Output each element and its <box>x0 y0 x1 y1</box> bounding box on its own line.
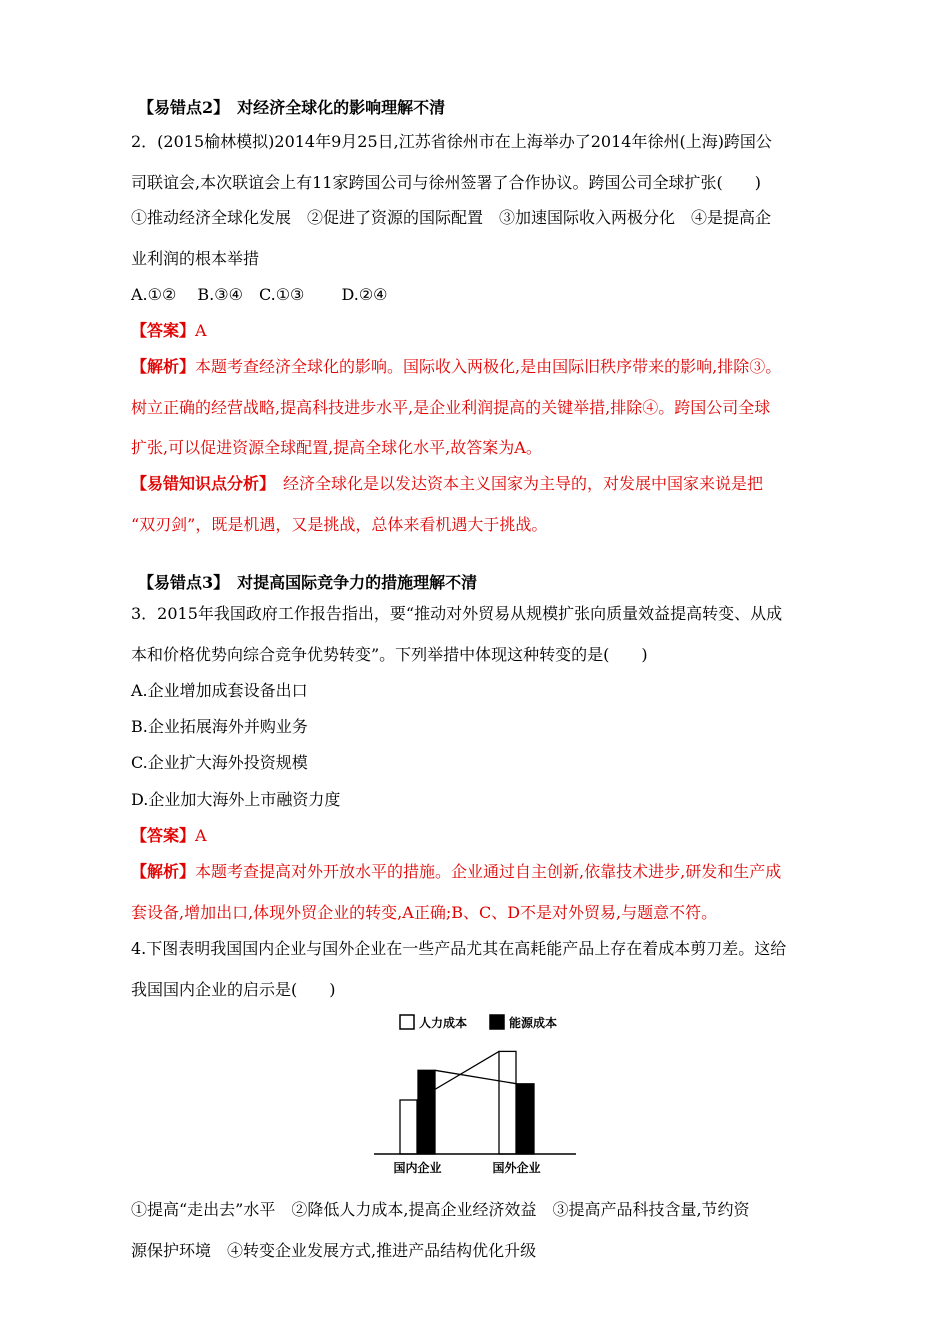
bar-1-2 <box>418 1070 435 1154</box>
answer-label: 【答案】 <box>131 826 196 845</box>
answer-label: 【答案】 <box>131 321 196 340</box>
analysis-label: 【解析】 <box>131 862 196 881</box>
knowledge-analysis-line-1 <box>131 473 763 495</box>
chart-bars <box>400 1051 534 1154</box>
knowledge-text: 经济全球化是以发达资本主义国家为主导的，对发展中国家来说是把 <box>267 474 764 493</box>
analysis-label: 【解析】 <box>131 357 196 376</box>
bar-2-1 <box>499 1051 516 1154</box>
chart-legend <box>400 1015 557 1030</box>
legend-label-2: 能源成本 <box>509 1016 558 1030</box>
category-label-2: 国外企业 <box>492 1161 541 1175</box>
answer-value: A <box>195 826 207 845</box>
question-3-answer <box>131 825 207 847</box>
question-3-analysis-line-2: 套设备,增加出口,体现外贸企业的转变,A正确;B、C、D不是对外贸易,与题意不符。 <box>131 903 718 922</box>
legend-label-1: 人力成本 <box>419 1016 468 1030</box>
cost-chart <box>370 1008 580 1178</box>
option-a: A.企业增加成套设备出口 <box>131 681 308 700</box>
chart-categories <box>393 1160 540 1175</box>
analysis-text: 本题考查经济全球化的影响。国际收入两极化,是由国际旧秩序带来的影响,排除③。 <box>195 357 782 376</box>
option-b: B.企业拓展海外并购业务 <box>131 717 308 736</box>
question-2-answer <box>131 320 207 342</box>
analysis-text: 本题考查提高对外开放水平的措施。企业通过自主创新,依靠技术进步,研发和生产成 <box>195 862 782 881</box>
question-4-line-2: 我国国内企业的启示是( ) <box>131 980 336 999</box>
question-2-options-line-1: ①推动经济全球化发展 ②促进了资源的国际配置 ③加速国际收入两极分化 ④是提高企 <box>131 208 772 227</box>
question-3-line-1: 3．2015年我国政府工作报告指出，要“推动对外贸易从规模扩张向质量效益提高转变、从成 <box>131 604 783 623</box>
question-2-analysis-line-1 <box>131 356 781 378</box>
question-2-options-line-2: 业利润的根本举措 <box>131 249 260 268</box>
section-3-heading: 【易错点3】 对提高国际竞争力的措施理解不清 <box>138 573 478 592</box>
legend-swatch-2 <box>490 1015 504 1029</box>
question-2-analysis-line-3: 扩张,可以促进资源全球配置,提高全球化水平,故答案为A。 <box>131 438 542 457</box>
answer-value: A <box>195 321 207 340</box>
question-3-line-2: 本和价格优势向综合竞争优势转变”。下列举措中体现这种转变的是( ) <box>131 645 648 664</box>
question-4-options-line-1: ①提高“走出去”水平 ②降低人力成本,提高企业经济效益 ③提高产品科技含量,节约资 <box>131 1200 750 1219</box>
question-2-choices: A.①② B.③④ C.①③ D.②④ <box>131 285 388 304</box>
section-2-heading: 【易错点2】 对经济全球化的影响理解不清 <box>138 98 446 117</box>
question-2-analysis-line-2: 树立正确的经营战略,提高科技进步水平,是企业利润提高的关键举措,排除④。跨国公司全球 <box>131 398 771 417</box>
question-3-analysis-line-1 <box>131 861 781 883</box>
bar-2-2 <box>517 1084 534 1154</box>
option-d: D.企业加大海外上市融资力度 <box>131 790 341 809</box>
knowledge-analysis-line-2: “双刃剑”，既是机遇，又是挑战，总体来看机遇大于挑战。 <box>131 515 548 534</box>
category-label-1: 国内企业 <box>393 1161 442 1175</box>
question-2-line-1: 2．(2015榆林模拟)2014年9月25日,江苏省徐州市在上海举办了2014年徐州(上海)跨国公 <box>131 132 772 151</box>
question-4-options-line-2: 源保护环境 ④转变企业发展方式,推进产品结构优化升级 <box>131 1241 537 1260</box>
question-2-line-2: 司联谊会,本次联谊会上有11家跨国公司与徐州签署了合作协议。跨国公司全球扩张( ) <box>131 173 761 192</box>
option-c: C.企业扩大海外投资规模 <box>131 753 308 772</box>
question-4-line-1: 4.下图表明我国国内企业与国外企业在一些产品尤其在高耗能产品上存在着成本剪刀差。这给 <box>131 939 787 958</box>
bar-1-1 <box>400 1100 417 1154</box>
legend-swatch-1 <box>400 1015 414 1029</box>
knowledge-label: 【易错知识点分析】 <box>131 474 268 493</box>
